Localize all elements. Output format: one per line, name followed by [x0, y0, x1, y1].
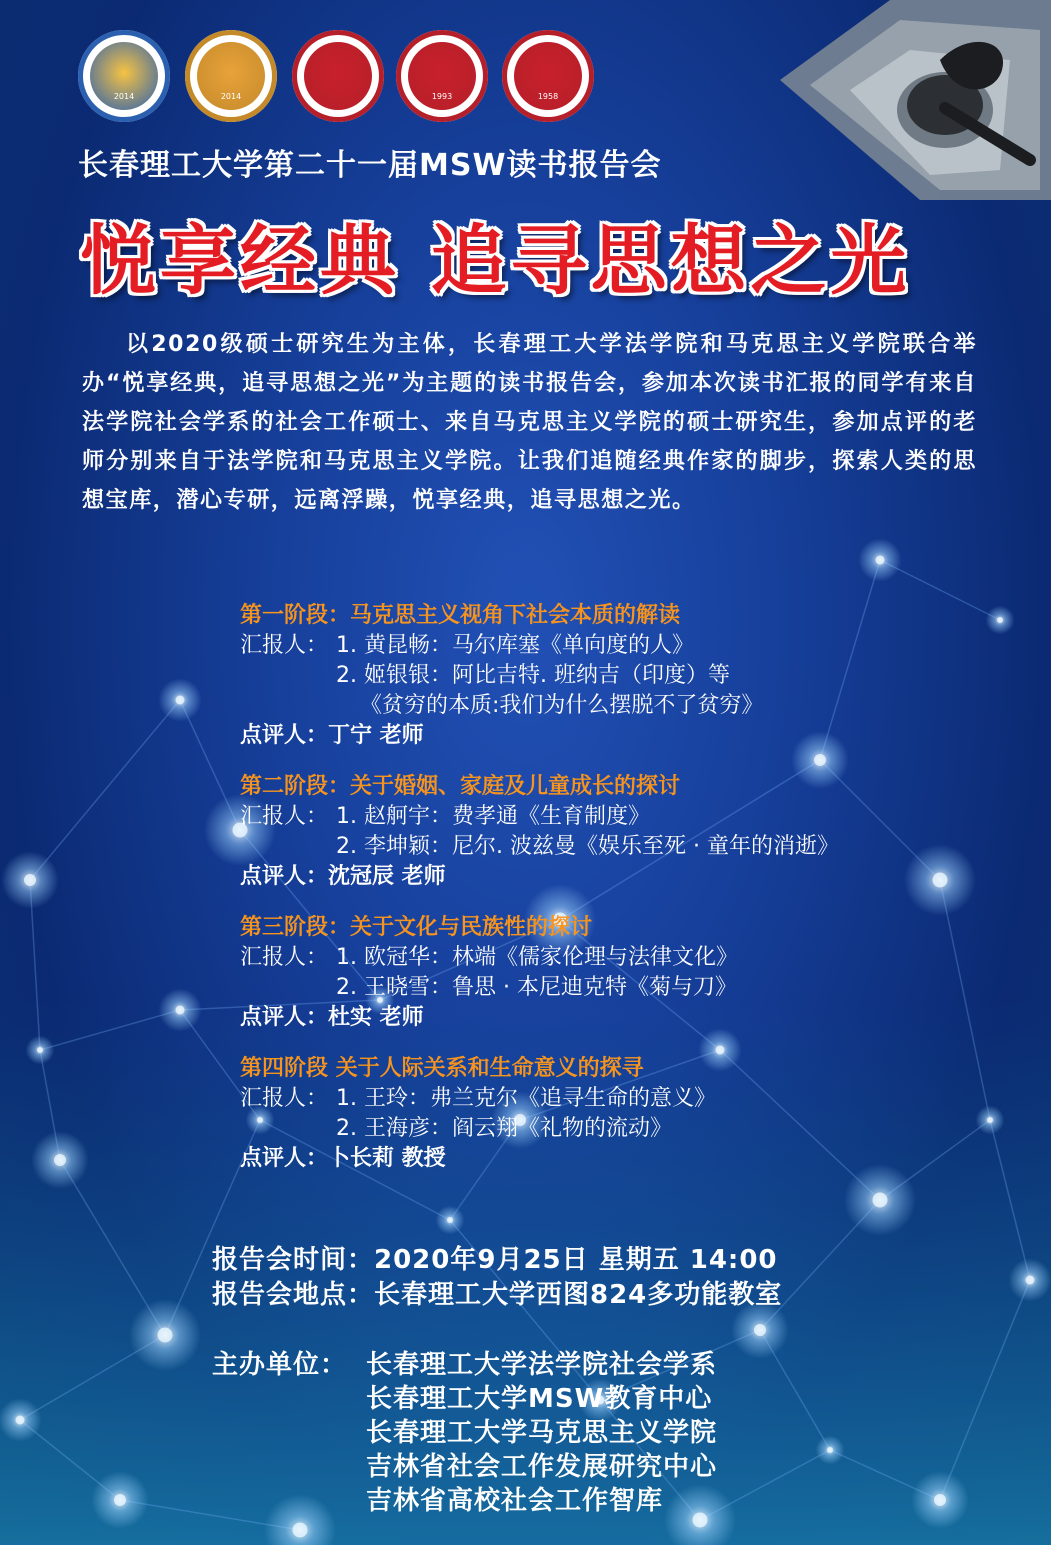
- stage-3: [240, 912, 1000, 1033]
- reporter-label: 汇报人：: [240, 945, 329, 970]
- organizers: [212, 1348, 717, 1518]
- logo-year: 2014: [220, 92, 242, 101]
- reporter-2: 2. 王晓雪：鲁思 · 本尼迪克特《菊与刀》: [336, 975, 737, 1000]
- organizer: 吉林省高校社会工作智库: [366, 1486, 664, 1516]
- stage-title: 第三阶段：关于文化与民族性的探讨: [240, 915, 593, 940]
- rcsw-logo: [185, 30, 277, 122]
- reporter-2: 2. 李坤颖：尼尔. 波兹曼《娱乐至死 · 童年的消逝》: [336, 834, 839, 859]
- logo-year: 2014: [113, 92, 135, 101]
- law-school-logo: [292, 30, 384, 122]
- stage-4: [240, 1053, 1000, 1174]
- reporter-2: 2. 姬银银：阿比吉特. 班纳吉（印度）等: [336, 663, 730, 688]
- think-tank-logo: [78, 30, 170, 122]
- reporter-label: 汇报人：: [240, 804, 329, 829]
- reviewer: 点评人：卜长莉 教授: [240, 1146, 446, 1171]
- stage-title: 第一阶段：马克思主义视角下社会本质的解读: [240, 603, 681, 628]
- reporter-2: 2. 王海彦：阎云翔《礼物的流动》: [336, 1116, 672, 1141]
- stage-title: 第四阶段 关于人际关系和生命意义的探寻: [240, 1056, 644, 1081]
- reporter-label: 汇报人：: [240, 633, 329, 658]
- stage-title: 第二阶段：关于婚姻、家庭及儿童成长的探讨: [240, 774, 681, 799]
- reporter-2-book: 《贫穷的本质:我们为什么摆脱不了贫穷》: [360, 693, 764, 718]
- event-time: 报告会时间：2020年9月25日 星期五 14:00: [212, 1245, 778, 1275]
- organizer: 长春理工大学MSW教育中心: [366, 1384, 713, 1414]
- event-info: [212, 1243, 782, 1313]
- compass-image: [740, 0, 1051, 200]
- logo-year: 1993: [431, 92, 453, 101]
- stage-1: [240, 600, 1000, 751]
- organizers-label: 主办单位：: [212, 1350, 348, 1380]
- marxism-school-logo: [502, 30, 594, 122]
- reporter-1: 1. 欧冠华：林端《儒家伦理与法律文化》: [336, 945, 738, 970]
- intro-paragraph: 以2020级硕士研究生为主体，长春理工大学法学院和马克思主义学院联合举办“悦享经典，追寻思想之光”为主题的读书报告会，参加本次读书汇报的同学有来自法学院社会学系的社会工作硕士、来自马克思主义学院的硕士研究生，参加点评的老师分别来自于法学院和马克思主义学院。让我们追随经典作家的脚步，探索人类的思想宝库，潜心专研，远离浮躁，悦享经典，追寻思想之光。: [82, 332, 977, 513]
- event-place: 报告会地点：长春理工大学西图824多功能教室: [212, 1280, 783, 1310]
- main-title: 悦享经典 追寻思想之光: [80, 216, 911, 305]
- stage-2: [240, 771, 1000, 892]
- reviewer: 点评人：沈冠辰 老师: [240, 864, 446, 889]
- university-logo: [396, 30, 488, 122]
- organizer: 吉林省社会工作发展研究中心: [366, 1452, 718, 1482]
- subtitle: 长春理工大学第二十一届MSW读书报告会: [78, 148, 662, 183]
- logo-year: 1958: [537, 92, 559, 101]
- agenda: [240, 600, 1000, 1194]
- organizer: 长春理工大学法学院社会学系: [366, 1350, 718, 1380]
- organizer: 长春理工大学马克思主义学院: [366, 1418, 718, 1448]
- reporter-1: 1. 王玲：弗兰克尔《追寻生命的意义》: [336, 1086, 716, 1111]
- reporter-1: 1. 赵舸宇：费孝通《生育制度》: [336, 804, 650, 829]
- reporter-label: 汇报人：: [240, 1086, 329, 1111]
- reviewer: 点评人：丁宁 老师: [240, 723, 424, 748]
- reporter-1: 1. 黄昆畅：马尔库塞《单向度的人》: [336, 633, 694, 658]
- reviewer: 点评人：杜实 老师: [240, 1005, 424, 1030]
